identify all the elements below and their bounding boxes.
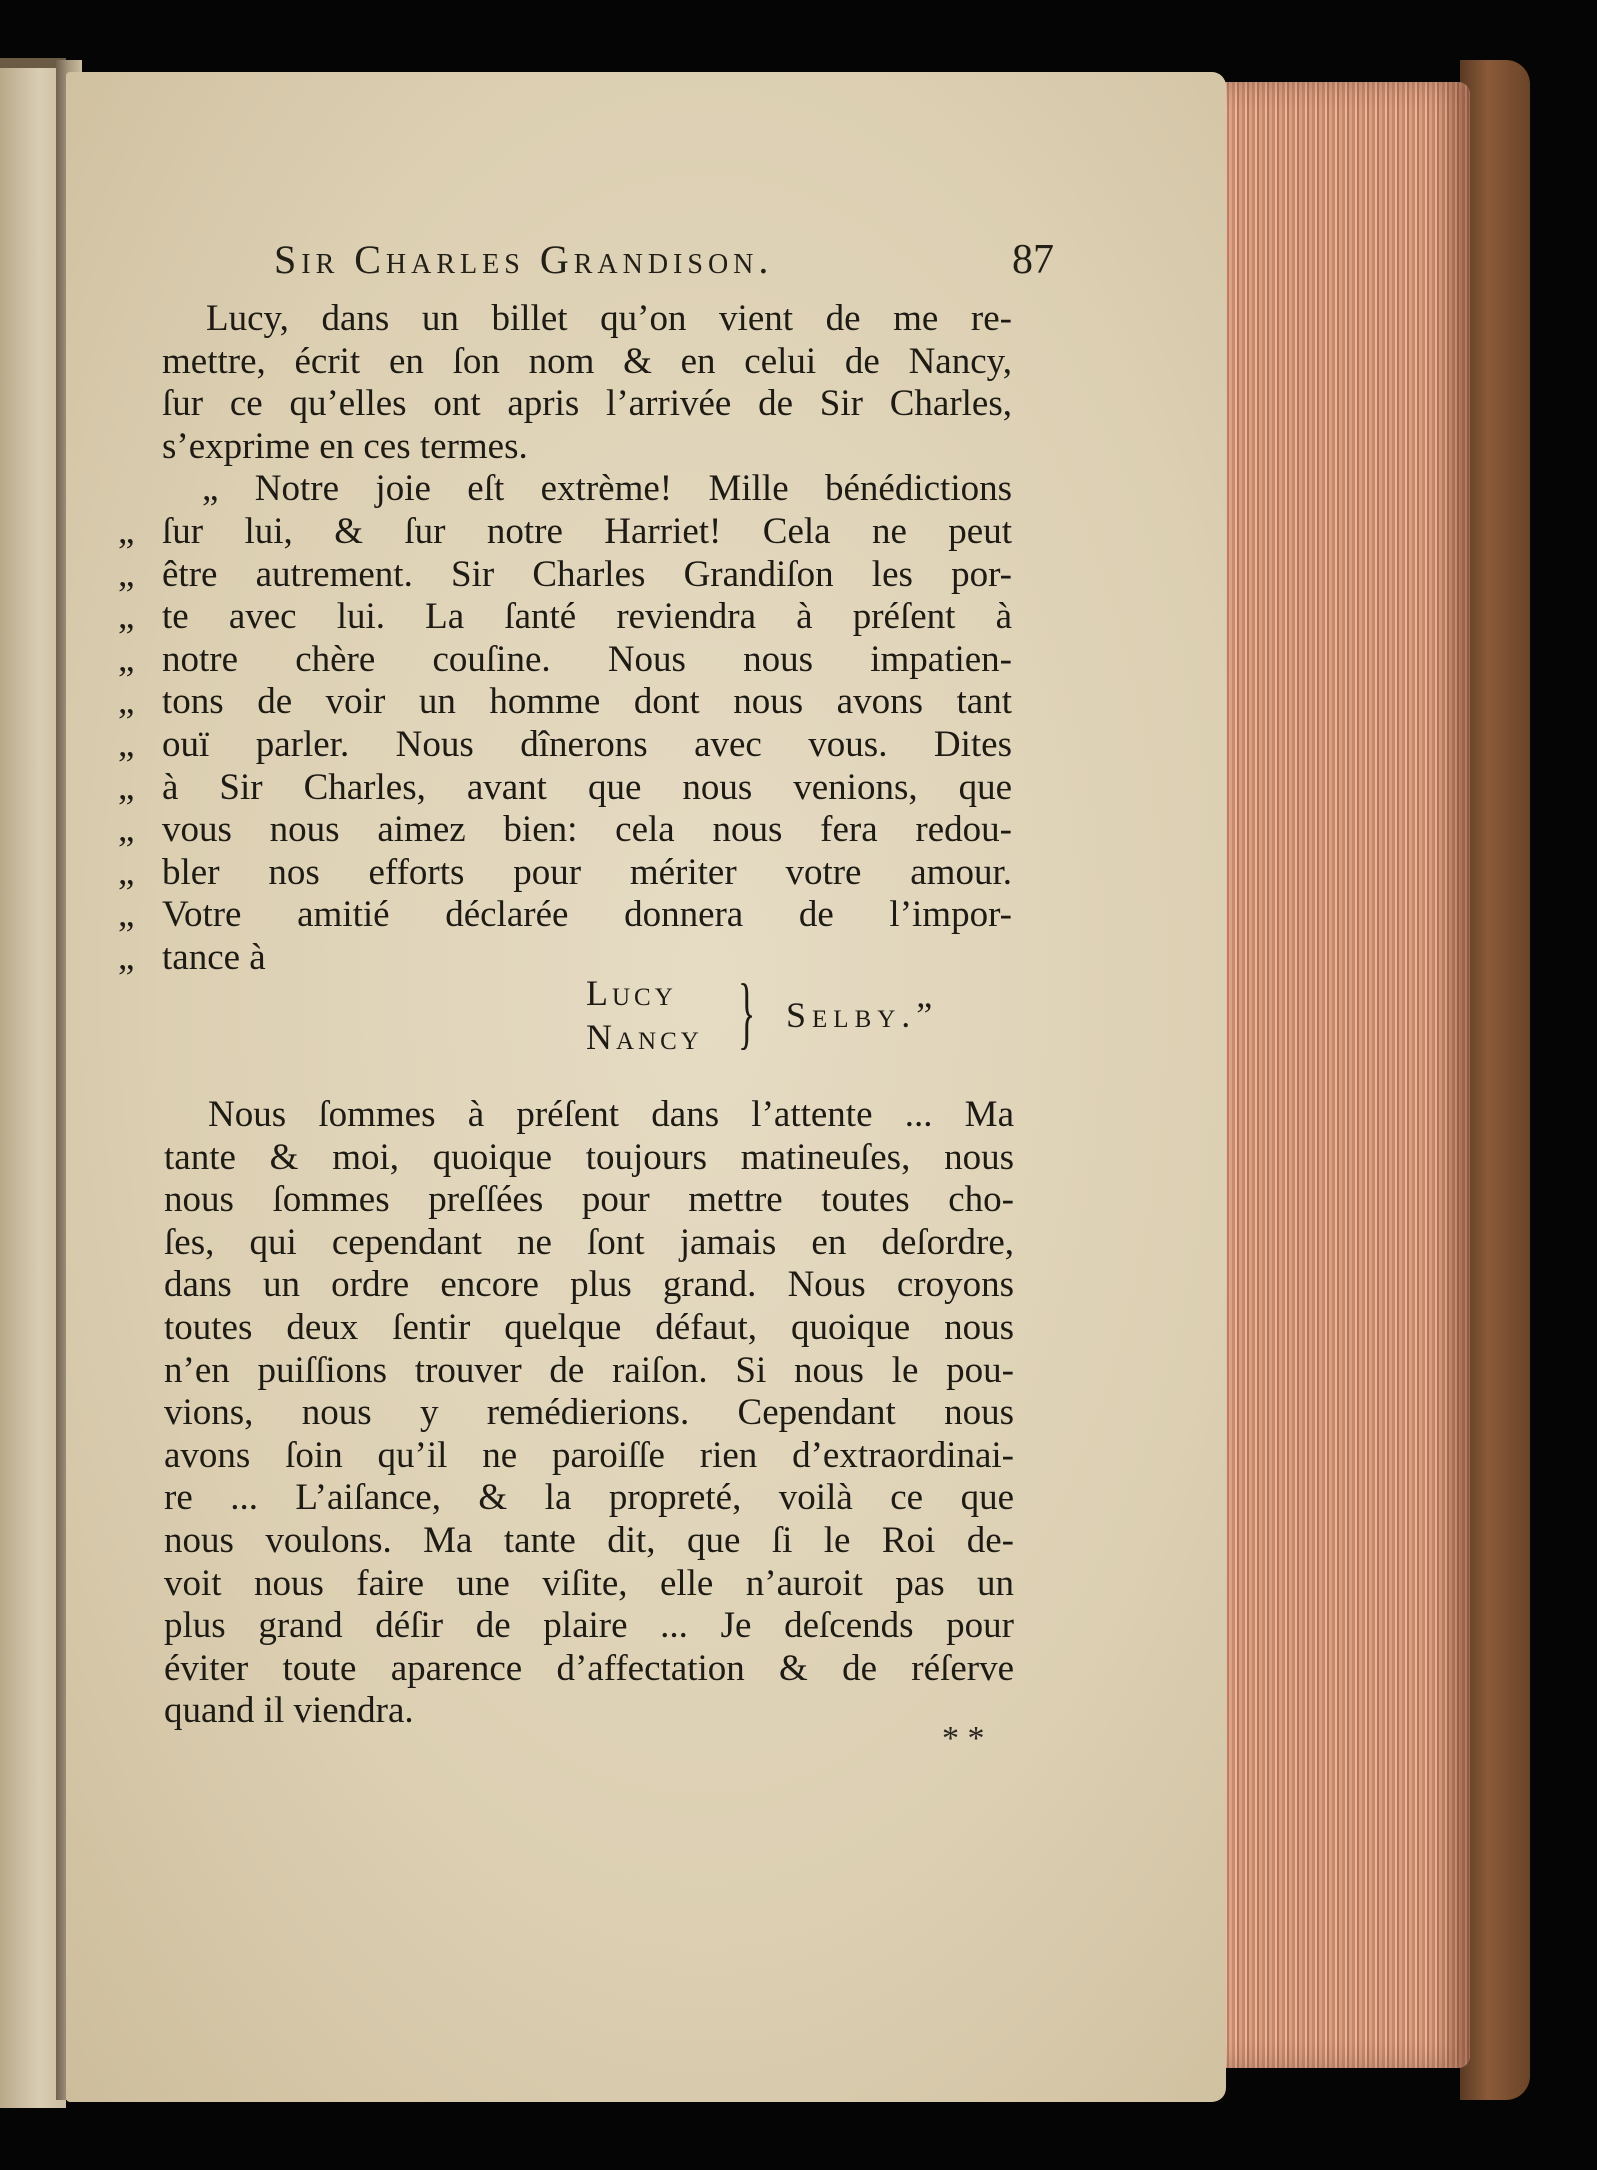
text-line: mettre, écrit en ſon nom & en celui de Nancy, bbox=[162, 340, 1012, 382]
text-line: vions, nous y remédierions. Cependant nous bbox=[164, 1392, 1014, 1434]
quoted-line bbox=[118, 638, 1012, 682]
text-line: ſes, qui cependant ne ſont jamais en deſordre, bbox=[164, 1221, 1014, 1263]
text-line: éviter toute aparence d’affectation & de réſerve bbox=[164, 1647, 1014, 1689]
letter-signature bbox=[586, 969, 1016, 1062]
text-line: s’exprime en ces termes. bbox=[162, 425, 528, 467]
text-line: re ... L’aiſance, & la propreté, voilà ce que bbox=[164, 1477, 1014, 1519]
brace-mark: } bbox=[738, 969, 756, 1057]
quoted-text: bler nos efforts pour mériter votre amour. bbox=[162, 851, 1012, 893]
page-number: 87 bbox=[1012, 237, 1054, 283]
quoted-line bbox=[118, 553, 1012, 597]
text-line: plus grand déſir de plaire ... Je deſcends pour bbox=[164, 1605, 1014, 1647]
signatory-surname: Selby.” bbox=[786, 995, 939, 1035]
text-line: nous ſommes preſſées pour mettre toutes cho- bbox=[164, 1179, 1014, 1221]
page-edges-block bbox=[1212, 82, 1470, 2068]
quote-mark: „ bbox=[118, 809, 135, 851]
quoted-text: ſur lui, & ſur notre Harriet! Cela ne peut bbox=[162, 510, 1012, 552]
quoted-line bbox=[118, 894, 1012, 937]
quoted-text: Votre amitié déclarée donnera de l’impor- bbox=[162, 894, 1012, 936]
text-line: toutes deux ſentir quelque défaut, quoique nous bbox=[164, 1306, 1014, 1348]
text-line: tante & moi, quoique toujours matineuſes, nous bbox=[164, 1136, 1014, 1178]
quoted-line bbox=[118, 510, 1012, 554]
quoted-line-first: „ Notre joie eſt extrème! Mille bénédictions bbox=[202, 468, 1012, 510]
quoted-line bbox=[118, 723, 1012, 767]
text-line: dans un ordre encore plus grand. Nous croyons bbox=[164, 1264, 1014, 1306]
quoted-text: ouï parler. Nous dînerons avec vous. Dites bbox=[162, 723, 1012, 765]
signatory-nancy: Nancy bbox=[586, 1017, 703, 1057]
narrative-paragraph bbox=[164, 1094, 1014, 1733]
text-line: Lucy, dans un billet qu’on vient de me re- bbox=[206, 298, 1012, 339]
quote-mark: „ bbox=[118, 510, 135, 552]
text-line: ſur ce qu’elles ont apris l’arrivée de Sir Charles, bbox=[162, 383, 1012, 425]
text-line: nous voulons. Ma tante dit, que ſi le Roi de- bbox=[164, 1519, 1014, 1561]
quote-mark: „ bbox=[118, 681, 135, 723]
quoted-line bbox=[118, 596, 1012, 639]
text-line: Nous ſommes à préſent dans l’attente ... Ma bbox=[208, 1094, 1014, 1135]
catchword: * * bbox=[942, 1720, 985, 1757]
running-title: Sir Charles Grandison. bbox=[274, 237, 774, 282]
quoted-text: à Sir Charles, avant que nous venions, que bbox=[162, 766, 1012, 808]
running-header bbox=[234, 236, 1094, 286]
text-line: voit nous faire une viſite, elle n’auroit pas un bbox=[164, 1562, 1014, 1604]
text-line: n’en puiſſions trouver de raiſon. Si nous le pou- bbox=[164, 1349, 1014, 1391]
quoted-text: être autrement. Sir Charles Grandiſon les por- bbox=[162, 553, 1012, 595]
book-cover-edge bbox=[1460, 60, 1530, 2100]
quote-mark: „ bbox=[118, 723, 135, 765]
quote-mark: „ bbox=[118, 638, 135, 680]
quoted-text: tance à bbox=[162, 936, 266, 978]
quote-mark: „ bbox=[118, 936, 135, 978]
quoted-text: vous nous aimez bien: cela nous fera redou- bbox=[162, 809, 1012, 851]
quote-mark: „ bbox=[118, 766, 135, 808]
text-line: quand il viendra. bbox=[164, 1690, 414, 1732]
quoted-line bbox=[118, 681, 1012, 724]
quoted-line bbox=[118, 766, 1012, 810]
letter-text bbox=[118, 298, 1012, 980]
quote-mark: „ bbox=[118, 596, 135, 638]
quoted-text: tons de voir un homme dont nous avons tant bbox=[162, 681, 1012, 723]
quoted-text: notre chère couſine. Nous nous impatien- bbox=[162, 638, 1012, 680]
quote-mark: „ bbox=[118, 851, 135, 893]
text-line: avons ſoin qu’il ne paroiſſe rien d’extraordinai- bbox=[164, 1434, 1014, 1476]
signatory-lucy: Lucy bbox=[586, 973, 677, 1013]
quote-mark: „ bbox=[118, 894, 135, 936]
quoted-line bbox=[118, 851, 1012, 895]
quoted-text: te avec lui. La ſanté reviendra à préſent à bbox=[162, 596, 1012, 638]
quote-mark: „ bbox=[118, 553, 135, 595]
quoted-line bbox=[118, 809, 1012, 852]
